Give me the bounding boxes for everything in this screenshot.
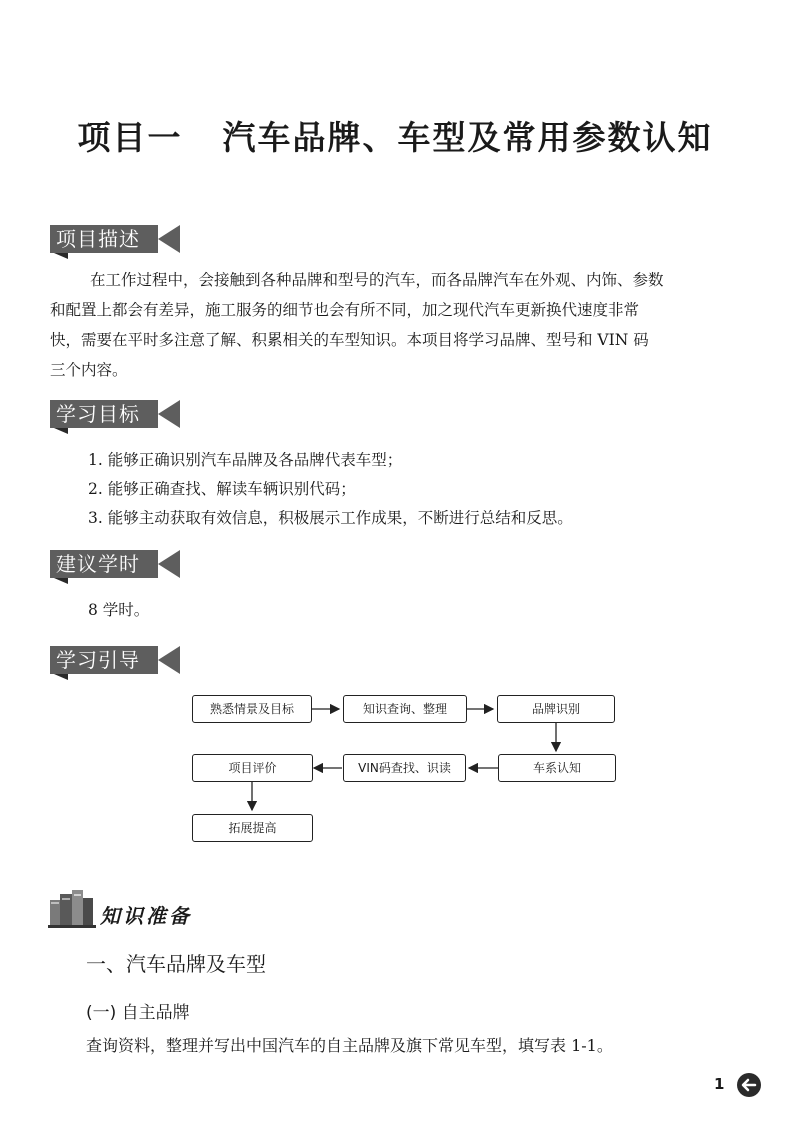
flow-step-vin: VIN码查找、识读 [343, 754, 466, 782]
title-project-name: 汽车品牌、车型及常用参数认知 [222, 118, 713, 157]
heading-domestic-brands: (一) 自主品牌 [86, 1003, 190, 1023]
page-arrow-icon [735, 1071, 763, 1099]
description-line-1: 在工作过程中，会接触到各种品牌和型号的汽车，而各品牌汽车在外观、内饰、参数 [90, 271, 664, 289]
knowledge-prep-label: 知识准备 [100, 904, 192, 928]
section-heading-label: 建议学时 [56, 552, 140, 576]
hours-text: 8 学时。 [88, 601, 150, 619]
list-item: 1. 能够正确识别汽车品牌及各品牌代表车型； [88, 451, 403, 469]
description-line-2: 和配置上都会有差异，施工服务的细节也会有所不同，加之现代汽车更新换代速度非常 [50, 301, 640, 319]
task-instruction: 查询资料，整理并写出中国汽车的自主品牌及旗下常见车型，填写表 1-1。 [86, 1036, 613, 1055]
flow-step-evaluate: 项目评价 [192, 754, 313, 782]
description-line-3: 快，需要在平时多注意了解、积累相关的车型知识。本项目将学习品牌、型号和 VIN 码 [50, 331, 649, 349]
list-item: 2. 能够正确查找、解读车辆识别代码； [88, 480, 356, 498]
section-heading-label: 学习目标 [56, 402, 140, 426]
flow-step-extend: 拓展提高 [192, 814, 313, 842]
section-heading-label: 项目描述 [56, 227, 140, 251]
list-item: 3. 能够主动获取有效信息，积极展示工作成果，不断进行总结和反思。 [88, 509, 573, 527]
flow-step-series: 车系认知 [498, 754, 616, 782]
books-icon [48, 888, 96, 928]
title-project-number: 项目一 [77, 118, 183, 157]
section-heading-label: 学习引导 [56, 648, 140, 672]
flow-step-query: 知识查询、整理 [343, 695, 467, 723]
heading-brands-models: 一、汽车品牌及车型 [86, 952, 266, 976]
description-line-4: 三个内容。 [50, 361, 128, 379]
flow-step-familiar: 熟悉情景及目标 [192, 695, 312, 723]
page-number: 1 [714, 1075, 725, 1093]
flow-step-brand: 品牌识别 [497, 695, 615, 723]
